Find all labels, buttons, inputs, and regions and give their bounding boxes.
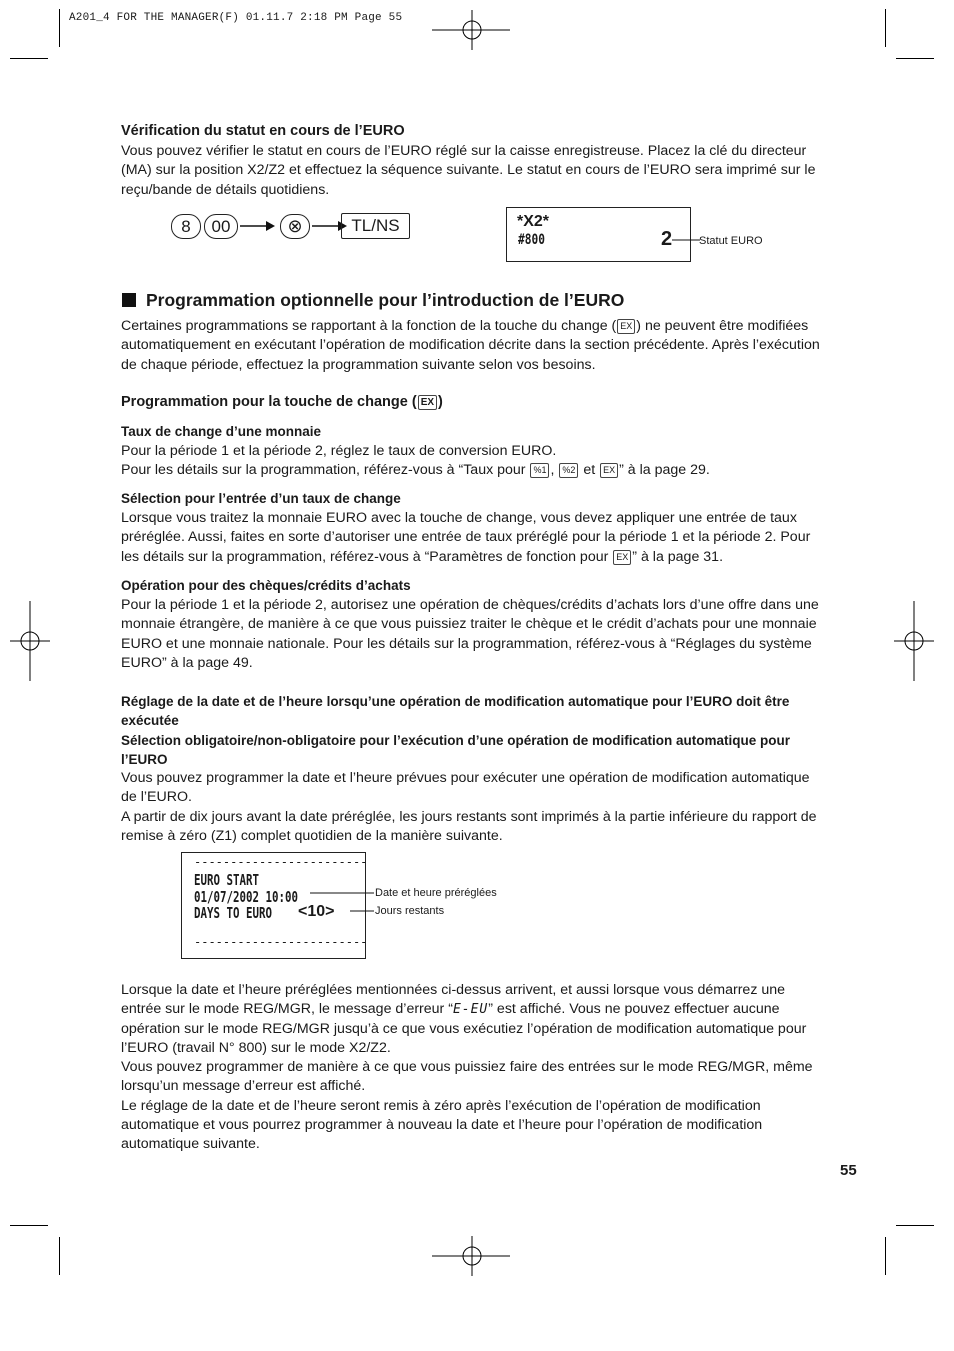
percent1-key-icon: %1 — [530, 463, 549, 478]
change-key-title: Programmation pour la touche de change ( EX ) — [121, 394, 443, 410]
arrow-right-icon — [240, 219, 276, 233]
callout-line — [672, 235, 702, 245]
cheques-paragraph: Pour la période 1 et la période 2, autorisez une opération de chèques/crédits d’achats lors d’une offre dans une monnaie étrangère, de manière à ce que vous puissiez traiter le chèque et le crédit d’achats pour une monnaie EURO et une monnaie nationale. Pour les détails sur la programmation, référez-vous à “Réglages du système EURO” à la page 49. — [121, 597, 819, 671]
registration-target-left — [10, 601, 50, 681]
ex-key-icon: EX — [617, 319, 635, 334]
verification-paragraph: Vous pouvez vérifier le statut en cours de l’EURO réglé sur la caisse enregistreuse. Placez la clé du directeur (MA) sur la position X2/Z2 et effectuez la séquence suivante. Le statut en cours de l’EURO sera imprimé sur le reçu/bande de détails quotidiens. — [121, 143, 816, 198]
datetime-title-1: Réglage de la date et de l’heure lorsqu’une opération de modification automatique pour l’EURO doit être exécutée — [121, 694, 790, 728]
datetime-title-2: Sélection obligatoire/non-obligatoire pour l’exécution d’une opération de modification automatique pour l’EURO — [121, 733, 791, 767]
registration-target-bottom — [432, 1236, 512, 1276]
datetime-paragraph-2: Lorsque la date et l’heure préréglées mentionnées ci-dessus arrivent, et aussi lorsque vous démarrez une entrée sur le mode REG/MGR, le message d’erreur “E-EU” est affiché. Vous ne pouvez effectuer aucune opération sur le mode REG/MGR jusqu’à ce que vous exécutiez l’opération de modification automatique pour l’EURO (travail N° 800) sur le mode X2/Z2. Vous pouvez programmer de manière à ce que vous puissiez faire des entrées sur le mode REG/MGR, même lorsqu’un message d’erreur est affiché. Le réglage de la date et de l’heure seront remis à zéro après l’exécution de l’opération de modification automatique et vous pourrez programmer à nouveau la date et l’heure pour l’opération de modification automatique suivante. — [121, 982, 813, 1153]
percent2-key-icon: %2 — [559, 463, 578, 478]
callout-jours-restants: Jours restants — [375, 905, 445, 917]
registration-target-top — [432, 10, 512, 50]
callout-lines — [310, 888, 376, 920]
datetime-paragraph-1: Vous pouvez programmer la date et l’heure prévues pour exécuter une opération de modification automatique de l’EURO. A partir de dix jours avant la date préréglée, les jours restants sont imprimés à la partie inférieure du rapport de remise à zéro (Z1) complet quotidien de la manière suivante. — [121, 770, 817, 844]
key-multiply: ⊗ — [280, 214, 310, 239]
key-8: 8 — [171, 214, 201, 239]
error-message: E-EU — [452, 1002, 489, 1018]
section-intro: Certaines programmations se rapportant à la fonction de la touche du change ( EX ) ne peuvent être modifiées automatiquement en exécutant l’opération de modification décrite dans la section précédente. Après l’exécution de chaque période, effectuez la programmation suivante selon vos besoins. — [121, 318, 820, 373]
selection-paragraph: Lorsque vous traitez la monnaie EURO avec la touche de change, vous devez appliquer une entrée de taux préréglée. Aussi, faites en sorte d’autoriser une entrée de taux préréglé pour la période 1 et la période 2. Pour les détails sur la programmation, référez-vous à “Paramètres de fonction pour EX ” à la page 31. — [121, 510, 811, 565]
status-receipt: *X2* #800 2 — [506, 207, 691, 262]
print-header: A201_4 FOR THE MANAGER(F) 01.11.7 2:18 PM Page 55 — [69, 12, 403, 24]
key-00: 00 — [204, 214, 238, 239]
callout-date-heure: Date et heure préréglées — [375, 887, 497, 899]
status-value: 2 — [661, 228, 673, 250]
cheques-title: Opération pour des chèques/crédits d’achats — [121, 578, 411, 593]
selection-title: Sélection pour l’entrée d’un taux de change — [121, 491, 401, 506]
page-number: 55 — [840, 1162, 857, 1179]
registration-target-right — [894, 601, 934, 681]
key-tl-ns: TL/NS — [341, 213, 410, 239]
ex-key-icon: EX — [600, 463, 618, 478]
callout-statut-euro: Statut EURO — [699, 235, 763, 247]
rate-paragraph: Pour la période 1 et la période 2, réglez le taux de conversion EURO. Pour les détails sur la programmation, référez-vous à “Taux pour %1 , %2 et EX ” à la page 29. — [121, 443, 710, 479]
ex-key-icon: EX — [418, 395, 437, 410]
ex-key-icon: EX — [613, 550, 631, 565]
days-remaining: <10> — [298, 903, 335, 920]
rate-title: Taux de change d’une monnaie — [121, 424, 322, 439]
euro-start-receipt: ------------------------ EURO START 01/07/2002 10:00 DAYS TO EURO <10> ------------------------ — [181, 852, 366, 959]
section-heading: Programmation optionnelle pour l’introduction de l’EURO — [122, 290, 624, 311]
verification-title: Vérification du statut en cours de l’EURO — [121, 123, 405, 139]
square-bullet-icon — [122, 293, 136, 307]
